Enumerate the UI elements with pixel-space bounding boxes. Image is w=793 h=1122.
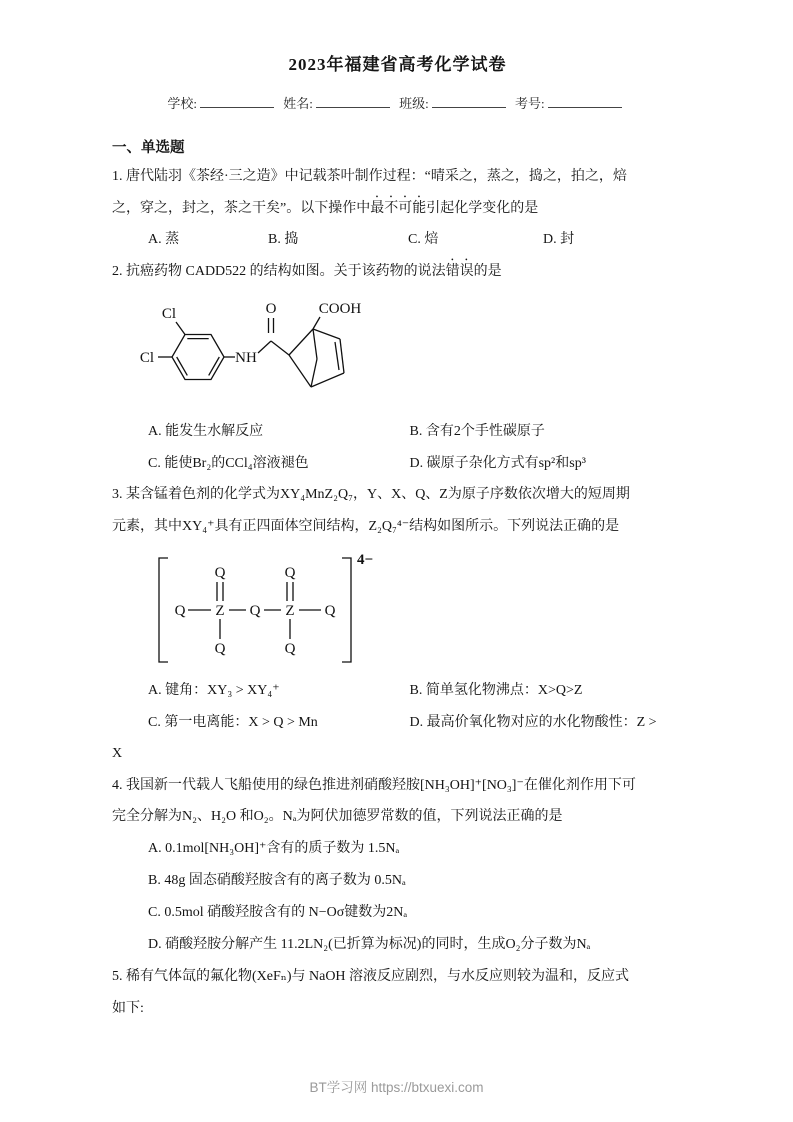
q1-option-d: D. 封 xyxy=(543,232,575,247)
cadd522-structure-diagram xyxy=(132,291,432,409)
school-blank xyxy=(200,95,274,108)
section-heading: 一、单选题 xyxy=(112,140,185,156)
q-atom-bridge: Q xyxy=(249,603,261,619)
q4-line2: 完全分解为N₂、H₂O 和O₂。Nₐ为阿伏加德罗常数的值，下列说法正确的是 xyxy=(112,809,563,824)
z-atom-2: Z xyxy=(285,603,295,619)
q4-option-d: D. 硝酸羟胺分解产生 11.2LN₂(已折算为标况)的同时，生成O₂分子数为Nₐ xyxy=(148,937,591,953)
q3-option-d: D. 最高价氧化物对应的水化物酸性：Z > xyxy=(409,714,657,730)
q1-option-c: C. 焙 xyxy=(408,232,439,247)
z-atom-1: Z xyxy=(215,603,225,619)
q2-structure-figure xyxy=(132,291,683,414)
exam-no-label: 考号: xyxy=(515,96,545,111)
q1-option-a: A. 蒸 xyxy=(148,232,180,247)
cooh-label: COOH xyxy=(318,301,362,317)
name-label: 姓名: xyxy=(283,96,313,111)
q1-option-b: B. 捣 xyxy=(268,232,299,247)
right-bracket xyxy=(342,558,351,662)
q-atom-right: Q xyxy=(324,603,336,619)
q1-options xyxy=(148,224,683,256)
q2-option-b: B. 含有2个手性碳原子 xyxy=(409,424,545,439)
q-atom-left: Q xyxy=(174,603,186,619)
q3-line1: 3. 某含锰着色剂的化学式为XY₄MnZ₂Q₇，Y、X、Q、Z为原子序数依次增大的短周期 xyxy=(112,487,630,502)
q2-option-d: D. 碳原子杂化方式有sp²和sp³ xyxy=(409,455,586,471)
norbornene-ring xyxy=(289,329,344,387)
q-atom-bottom-1: Q xyxy=(214,641,226,657)
q3-option-b: B. 简单氢化物沸点：X>Q>Z xyxy=(409,683,583,698)
exam-title: 2023年福建省高考化学试卷 xyxy=(288,55,507,74)
question-4 xyxy=(112,770,683,962)
left-bracket xyxy=(159,558,168,662)
q3-structure-figure xyxy=(132,546,683,673)
q5-line1: 5. 稀有气体氙的氟化物(XeFₙ)与 NaOH 溶液反应剧烈，与水反应则较为温和，反应式 xyxy=(112,969,630,985)
q3-option-a: A. 键角：XY₃ > XY₄⁺ xyxy=(148,683,280,698)
name-blank xyxy=(316,95,390,108)
chlorine-label-left: Cl xyxy=(139,350,155,366)
q2-options xyxy=(148,416,683,479)
question-1 xyxy=(112,161,683,256)
q2-option-c: C. 能使Br₂的CCl₄溶液褪色 xyxy=(148,455,309,471)
carbonyl-oxygen-label: O xyxy=(265,301,277,317)
benzene-ring xyxy=(172,335,224,380)
student-info-line xyxy=(112,93,683,112)
school-label: 学校: xyxy=(167,96,197,111)
q-atom-top-2: Q xyxy=(284,565,296,581)
watermark-text[interactable]: BT学习网 https://btxuexi.com xyxy=(309,1080,484,1095)
q4-option-c: C. 0.5mol 硝酸羟胺含有的 N−Oσ键数为2Nₐ xyxy=(148,904,408,920)
question-2 xyxy=(112,256,683,480)
q1-line2: 之，穿之，封之，茶之干矣”。以下操作中最不可能引起化学变化的是 xyxy=(112,200,539,216)
amide-nh-label: NH xyxy=(235,350,257,366)
q3-option-d-continuation: X xyxy=(112,746,123,761)
class-label: 班级: xyxy=(399,96,429,111)
q4-option-b: B. 48g 固态硝酸羟胺含有的离子数为 0.5Nₐ xyxy=(148,872,406,888)
q3-options xyxy=(148,675,683,738)
anion-charge-label: 4− xyxy=(356,552,374,568)
q-atom-top-1: Q xyxy=(214,565,226,581)
q1-line1: 1. 唐代陆羽《茶经·三之造》中记载茶叶制作过程：“晴采之，蒸之，捣之，拍之，焙 xyxy=(112,169,627,184)
q-atom-bottom-2: Q xyxy=(284,641,296,657)
q4-option-a: A. 0.1mol[NH₃OH]⁺含有的质子数为 1.5Nₐ xyxy=(148,840,400,856)
q4-line1: 4. 我国新一代载人飞船使用的绿色推进剂硝酸羟胺[NH₃OH]⁺[NO₃]⁻在催化剂作用下可 xyxy=(112,777,636,793)
q3-line2: 元素，其中XY₄⁺具有正四面体空间结构，Z₂Q₇⁴⁻结构如图所示。下列说法正确的是 xyxy=(112,518,620,534)
class-blank xyxy=(432,95,506,108)
chlorine-label-top: Cl xyxy=(161,306,177,322)
q3-option-c: C. 第一电离能：X > Q > Mn xyxy=(148,714,318,730)
question-3 xyxy=(112,479,683,770)
q2-line1: 2. 抗癌药物 CADD522 的结构如图。关于该药物的说法错误的是 xyxy=(112,263,502,279)
q2-option-a: A. 能发生水解反应 xyxy=(148,424,264,439)
anion-structure-diagram xyxy=(132,546,382,668)
exam-no-blank xyxy=(548,95,622,108)
site-watermark-link[interactable] xyxy=(0,1076,793,1096)
q5-line2: 如下: xyxy=(112,1000,144,1016)
question-5 xyxy=(112,961,683,1024)
